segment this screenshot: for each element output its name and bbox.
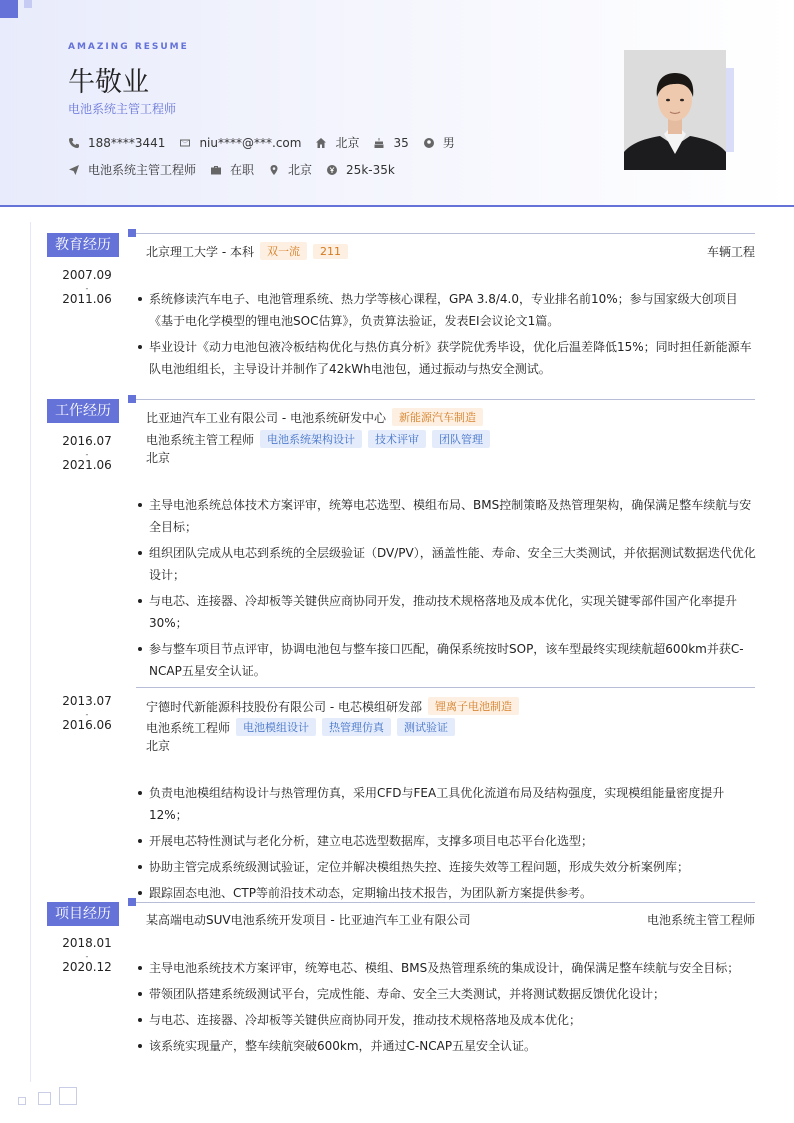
skill-tag: 团队管理 — [432, 430, 490, 448]
date-start: 2013.07 — [62, 694, 112, 708]
company-name: 宁德时代新能源科技股份有限公司 - 电芯模组研发部 — [146, 699, 422, 714]
project-role: 电池系统主管工程师 — [646, 913, 755, 927]
phone-item — [68, 136, 165, 150]
decorative-square — [24, 0, 32, 8]
role-line — [146, 718, 455, 736]
list-item: 毕业设计《动力电池包液冷板结构优化与热仿真分析》获学院优秀毕设，优化后温差降低15%；同时担任新能源车队电池组组长，主导设计并制作了42kWh电池包，通过振动与热安全测试。 — [136, 336, 756, 380]
company-line — [146, 697, 519, 715]
target-city-text: 北京 — [288, 163, 313, 177]
work-bullets — [136, 494, 756, 686]
date-end: 2020.12 — [62, 960, 112, 974]
contact-info-row — [68, 134, 469, 151]
role-line — [146, 430, 490, 448]
target-city-item — [268, 161, 312, 178]
job-city: 北京 — [146, 451, 171, 465]
date-end: 2016.06 — [62, 718, 112, 732]
date-separator: - — [85, 284, 89, 293]
section-title-work: 工作经历 — [47, 399, 119, 423]
skill-tag: 测试验证 — [397, 718, 455, 736]
date-separator: - — [85, 952, 89, 961]
project-name: 某高端电动SUV电池系统开发项目 - 比亚迪汽车工业有限公司 — [146, 913, 471, 927]
entry-divider — [136, 687, 755, 688]
list-item: 系统修读汽车电子、电池管理系统、热力学等核心课程，GPA 3.8/4.0，专业排名前10%；参与国家级大创项目《基于电化学模型的锂电池SOC估算》，负责算法验证，发表EI会议论文1篇。 — [136, 288, 756, 332]
phone-icon — [68, 137, 80, 149]
list-item: 跟踪固态电池、CTP等前沿技术动态，定期输出技术报告，为团队新方案提供参考。 — [136, 882, 756, 904]
section-marker — [128, 229, 136, 237]
profile-photo — [624, 50, 726, 170]
list-item: 该系统实现量产，整车续航突破600km，并通过C-NCAP五星安全认证。 — [136, 1035, 756, 1057]
list-item: 开展电芯特性测试与老化分析，建立电芯选型数据库，支撑多项目电芯平台化选型； — [136, 830, 756, 852]
mail-icon — [179, 137, 191, 149]
email-item — [179, 136, 301, 150]
date-start: 2007.09 — [62, 268, 112, 282]
list-item: 主导电池系统总体技术方案评审，统筹电芯选型、模组布局、BMS控制策略及热管理架构，确保满足整车续航与安全目标； — [136, 494, 756, 538]
list-item: 与电芯、连接器、冷却板等关键供应商协同开发，推动技术规格落地及成本优化； — [136, 1009, 756, 1031]
hometown-item — [315, 134, 359, 151]
age-item — [373, 136, 408, 150]
phone-text: 188****3441 — [88, 135, 166, 150]
list-item: 主导电池系统技术方案评审，统筹电芯、模组、BMS及热管理系统的集成设计，确保满足整车续航与安全目标； — [136, 957, 756, 979]
skill-tag: 电池模组设计 — [236, 718, 316, 736]
home-icon — [315, 137, 327, 149]
list-item: 组织团队完成从电芯到系统的全层级验证（DV/PV），涵盖性能、寿命、安全三大类测试，并依据测试数据迭代优化设计； — [136, 542, 756, 586]
section-divider — [136, 233, 755, 234]
gender-icon — [423, 137, 435, 149]
section-marker — [128, 395, 136, 403]
job-city: 北京 — [146, 739, 171, 753]
list-item: 负责电池模组结构设计与热管理仿真，采用CFD与FEA工具优化流道布局及结构强度，实现模组能量密度提升12%； — [136, 782, 756, 826]
send-icon — [68, 164, 80, 176]
skill-tag: 热管理仿真 — [322, 718, 391, 736]
briefcase-icon — [210, 164, 222, 176]
job-role: 电池系统工程师 — [146, 720, 231, 735]
company-line — [146, 408, 483, 426]
timeline-line — [30, 222, 31, 1082]
decorative-square — [38, 1092, 51, 1105]
age-text: 35 — [393, 135, 409, 150]
status-item — [210, 161, 254, 178]
company-name: 比亚迪汽车工业有限公司 - 电池系统研发中心 — [146, 410, 386, 425]
status-text: 在职 — [230, 163, 255, 177]
decorative-square — [0, 0, 18, 18]
gender-text: 男 — [442, 136, 455, 150]
list-item: 与电芯、连接器、冷却板等关键供应商协同开发，推动技术规格落地及成本优化，实现关键零部件国产化率提升30%； — [136, 590, 756, 634]
target-position-text: 电池系统主管工程师 — [88, 163, 197, 177]
candidate-title: 电池系统主管工程师 — [68, 102, 177, 116]
section-divider — [136, 902, 755, 903]
school-tag: 211 — [313, 244, 348, 259]
work-bullets — [136, 782, 756, 908]
industry-tag: 新能源汽车制造 — [392, 408, 483, 426]
candidate-name: 牛敬业 — [68, 67, 149, 98]
date-separator: - — [85, 710, 89, 719]
skill-tag: 技术评审 — [368, 430, 426, 448]
decorative-square — [18, 1097, 26, 1105]
school-line — [146, 242, 348, 260]
school-name: 北京理工大学 - 本科 — [146, 244, 254, 259]
date-end: 2021.06 — [62, 458, 112, 472]
major: 车辆工程 — [706, 245, 755, 259]
skill-tag: 电池系统架构设计 — [260, 430, 362, 448]
education-bullets — [136, 288, 756, 384]
gender-item — [423, 134, 455, 151]
hometown-text: 北京 — [335, 136, 360, 150]
salary-item — [326, 163, 395, 177]
list-item: 参与整车项目节点评审，协调电池包与整车接口匹配，确保系统按时SOP，该车型最终实现续航超600km并获C-NCAP五星安全认证。 — [136, 638, 756, 682]
school-tag: 双一流 — [260, 242, 307, 260]
project-bullets — [136, 957, 756, 1061]
industry-tag: 锂离子电池制造 — [428, 697, 519, 715]
section-divider — [136, 399, 755, 400]
section-title-education: 教育经历 — [47, 233, 119, 257]
location-icon — [268, 164, 280, 176]
section-marker — [128, 898, 136, 906]
date-separator: - — [85, 450, 89, 459]
job-intent-row — [68, 161, 409, 178]
salary-icon — [326, 164, 338, 176]
resume-tagline: AMAZING RESUME — [68, 42, 189, 52]
decorative-square — [59, 1087, 77, 1105]
cake-icon — [373, 137, 385, 149]
list-item: 带领团队搭建系统级测试平台，完成性能、寿命、安全三大类测试，并将测试数据反馈优化设计； — [136, 983, 756, 1005]
job-role: 电池系统主管工程师 — [146, 432, 255, 447]
date-start: 2018.01 — [62, 936, 112, 950]
salary-text: 25k-35k — [346, 162, 395, 177]
section-title-projects: 项目经历 — [47, 902, 119, 926]
email-text: niu****@***.com — [199, 135, 302, 150]
date-end: 2011.06 — [62, 292, 112, 306]
target-position-item — [68, 161, 196, 178]
resume-header — [0, 0, 794, 207]
list-item: 协助主管完成系统级测试验证，定位并解决模组热失控、连接失效等工程问题，形成失效分析案例库； — [136, 856, 756, 878]
date-start: 2016.07 — [62, 434, 112, 448]
